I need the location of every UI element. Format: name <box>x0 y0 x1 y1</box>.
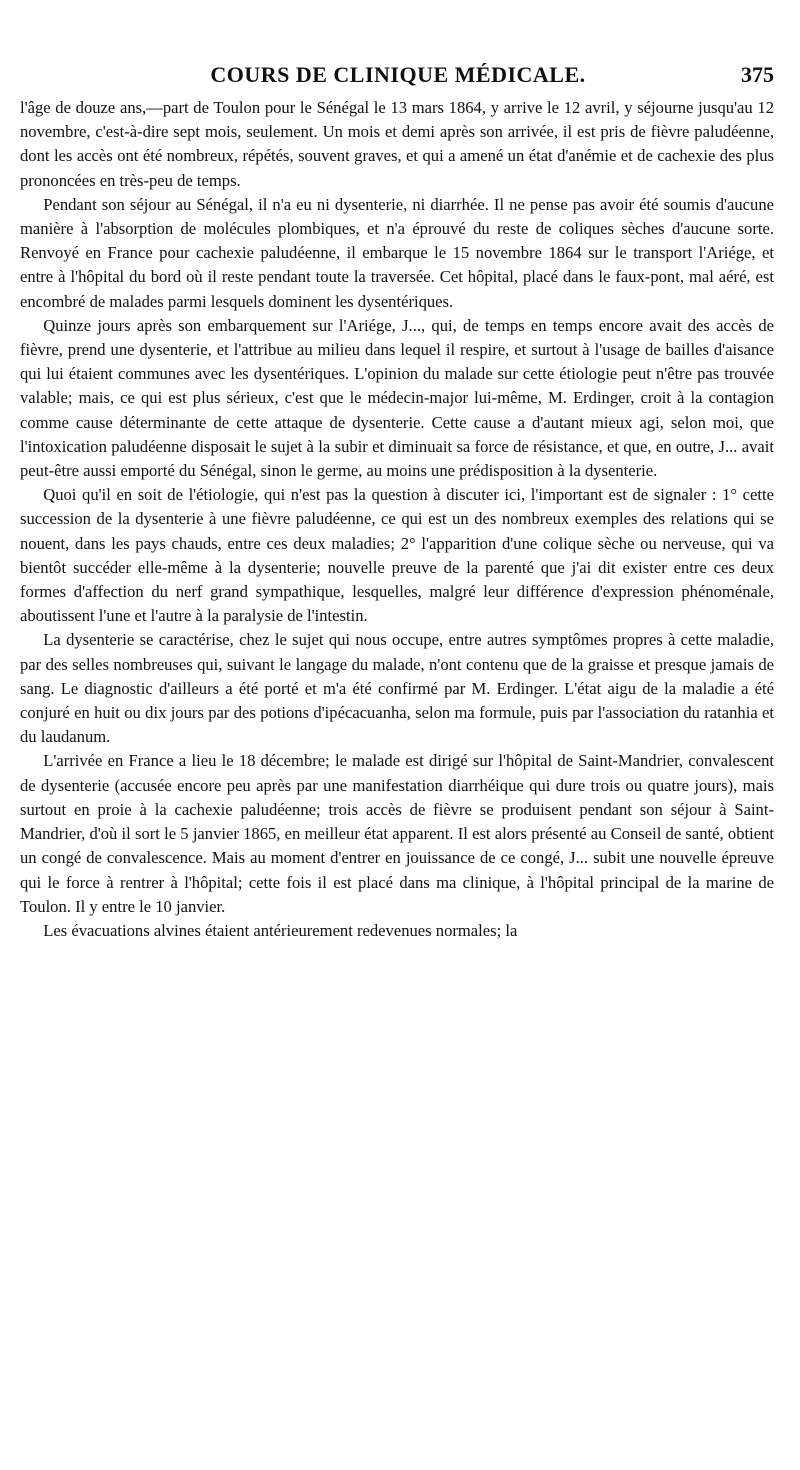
paragraph: Les évacuations alvines étaient antérieurement redevenues normales; la <box>43 920 518 940</box>
paragraph: Quoi qu'il en soit de l'étiologie, qui n'est pas la question à discuter ici, l'important est de signaler : 1° cette succession de la dysenterie à une fièvre paludéenne, ce qui est un des nombreux exemples des relations qui se nouent, dans les pays chauds, entre ces deux maladies; 2° l'apparition d'une colique sèche ou nerveuse, qui va bientôt succéder elle-même à la dysenterie; nouvelle preuve de la parenté que j'ai dit exister entre ces deux formes d'affection du nerf grand sympathique, lesquelles, malgré leur différence d'expression phénoménale, aboutissent l'une et l'autre à la paralysie de l'intestin. <box>20 485 774 626</box>
page-number: 375 <box>741 62 774 87</box>
paragraph: Quinze jours après son embarquement sur l'Ariége, J..., qui, de temps en temps encore avait des accès de fièvre, prend une dysenterie, et l'attribue au milieu dans lequel il respire, et surtout à l'usage de bailles d'aisance qui lui étaient communes avec les dysentériques. L'opinion du malade sur cette étiologie peut n'être pas trouvée valable; mais, ce qui est plus sérieux, c'est que le médecin-major lui-même, M. Erdinger, croit à la contagion comme cause déterminante de cette attaque de dysenterie. Cette cause a d'autant mieux agi, selon moi, que l'intoxication paludéenne disposait le sujet à la subir et diminuait sa force de résistance, et que, en outre, J... avait peut-être aussi emporté du Sénégal, sinon le germe, au moins une prédisposition à la dysenterie. <box>20 315 774 481</box>
paragraph: L'arrivée en France a lieu le 18 décembre; le malade est dirigé sur l'hôpital de Saint-Mandrier, convalescent de dysenterie (accusée encore peu après par une manifestation diarrhéique qui dure trois ou quatre jours), mais surtout en proie à la cachexie paludéenne; trois accès de fièvre se produisent pendant son séjour à Saint-Mandrier, d'où il sort le 5 janvier 1865, en meilleur état apparent. Il est alors présenté au Conseil de santé, obtient un congé de convalescence. Mais au moment d'entrer en jouissance de ce congé, J... subit une nouvelle épreuve qui le force à rentrer à l'hôpital; cette fois il est placé dans ma clinique, à l'hôpital principal de la marine de Toulon. Il y entre le 10 janvier. <box>20 751 774 916</box>
paragraph: l'âge de douze ans,—part de Toulon pour le Sénégal le 13 mars 1864, y arrive le 12 avril, y séjourne jusqu'au 12 novembre, c'est-à-dire sept mois, seulement. Un mois et demi après son arrivée, il est pris de fièvre paludéenne, dont les accès ont été nombreux, répétés, souvent graves, et qui a amené un état d'anémie et de cachexie des plus prononcées en très-peu de temps. <box>20 98 774 190</box>
paragraph: La dysenterie se caractérise, chez le sujet qui nous occupe, entre autres symptômes propres à cette maladie, par des selles nombreuses qui, suivant le langage du malade, n'ont contenu que de la graisse et presque jamais de sang. Le diagnostic d'ailleurs a été porté et m'a été confirmé par M. Erdinger. L'état aigu de la maladie a été conjuré en huit ou dix jours par des potions d'ipécacuanha, selon ma formule, puis par l'association du ratanhia et du laudanum. <box>20 630 774 747</box>
page-header <box>22 58 774 92</box>
paragraph: Pendant son séjour au Sénégal, il n'a eu ni dysenterie, ni diarrhée. Il ne pense pas avoir été soumis d'aucune manière à l'absorption de molécules plombiques, et n'a éprouvé du reste de coliques sèches d'aucune sorte. Renvoyé en France pour cachexie paludéenne, il embarque le 15 novembre 1864 sur le transport l'Ariége, et entre à l'hôpital du bord où il reste pendant toute la traversée. Cet hôpital, placé dans le faux-pont, mal aéré, est encombré de malades parmi lesquels dominent les dysentériques. <box>20 194 774 311</box>
body-text <box>20 96 774 943</box>
running-title: COURS DE CLINIQUE MÉDICALE. <box>210 62 586 87</box>
